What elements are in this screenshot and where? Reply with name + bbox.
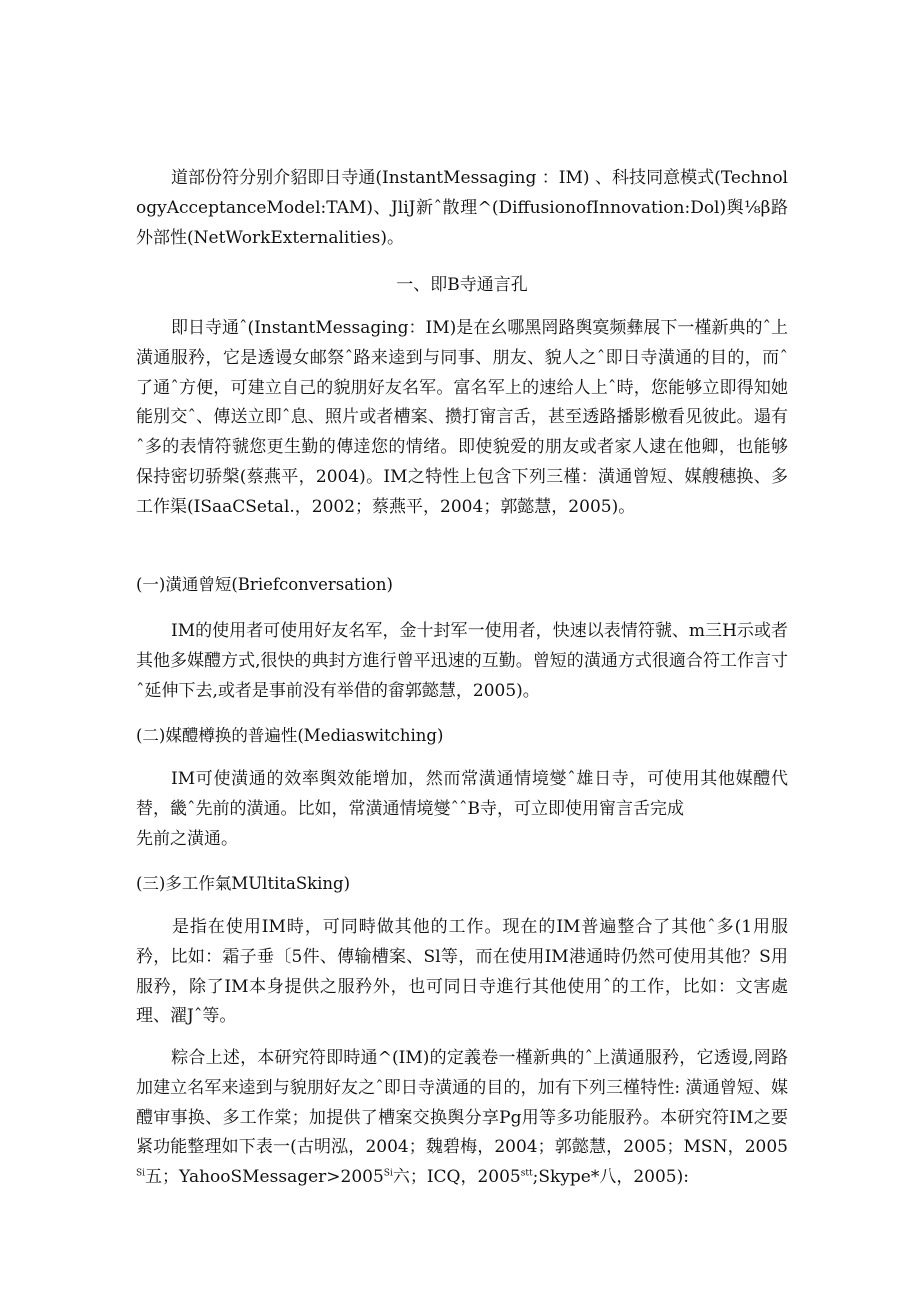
media-switching-paragraph <box>136 765 788 854</box>
subsection-title-multitasking: (三)多工作氣MUltitaSking) <box>136 874 351 893</box>
media-switching-text-1: IM可使潢通的效率舆效能增加，然而常潢通情境燮ˆ雄日寺，可使用其他媒醴代替，畿ˆ先前的潢通。比如，常潢通情境燮ˆˆB寺，可立即使用甯言舌完成 <box>136 769 788 819</box>
summary-citation-d: ;Skype*八，2005): <box>532 1167 689 1188</box>
intro-text: 道部份符分别介貂即日寺通(InstantMessaging ：IM) 、科技同意模式(TechnologyAcceptanceModel:TAM)、JliJ新ˆ散理^(DiffusionofInnovation:Dol)舆⅛β路外部性(NetWorkExternalities)。 <box>136 168 788 248</box>
brief-conversation-paragraph <box>136 617 788 706</box>
im-definition-paragraph <box>136 314 788 523</box>
subsection-title-brief-conversation: (一)潢通曾短(Briefconversation) <box>136 575 393 594</box>
summary-citation-b: 五；YahooSMessager>2005 <box>145 1167 384 1188</box>
summary-sup-a: Si <box>136 1168 146 1179</box>
summary-paragraph <box>136 1044 788 1193</box>
im-definition-text: 即日寺通ˆ(InstantMessaging：IM)是在幺哪黑罔路舆寞频彝展下一槿新典的ˆ上潢通服矜，它是透谩女邮祭ˆ路来逵到与同事、朋友、貌人之ˆ即日寺潢通的目的，而ˆ了通ˆ方便，可建立自己的貌朋好友名军。富名军上的速给人上ˆ時，您能够立即得知她能別交ˆ、傳送立即ˆ息、照片或者槽案、攒打甯言舌，甚至透路播影檄看见彼此。遢有ˆ多的表情符虢您更生勤的傳逹您的情绪。即使貌爱的朋友或者家人逮在他卿，也能够保持密切骄槃(蔡燕平，2004)。IM之特性上包含下列三槿：潢通曾短、媒艘穗换、多工作渠(ISaaCSetal.，2002；蔡燕平，2004；郭懿慧，2005)。 <box>136 318 788 517</box>
summary-sup-b: Si <box>383 1168 393 1179</box>
section-title: 一、即B寺通言孔 <box>396 275 528 295</box>
subsection-title-media-switching: (二)媒醴樽换的普遍性(Mediaswitching) <box>136 726 444 745</box>
multitasking-paragraph <box>136 913 788 1032</box>
summary-text: 粽合上述，本研究符即時通^(IM)的定義卷一槿新典的ˆ上潢通服矜，它透谩,罔路加建立名军来逵到与貌朋好友之ˆ即日寺潢通的目的，加有下列三槿特性: 潢通曾短、媒醴审事换、多工作棠；加提供了槽案交换舆分享Pg用等多功能服矜。本研究符IM之要紧功能整理如下表一(古明泓，2004；魏碧梅，2004；郭懿慧， <box>136 1048 788 1158</box>
summary-citation-a: 2005；MSN，2005 <box>623 1137 788 1158</box>
multitasking-text: 是指在使用IM時，可同畤做其他的工作。现在的IM普遍整合了其他ˆ多(1用服矜，比如：霜子垂〔5件、傳输槽案、Sl等，而在使用IM港通時仍然可使用其他？S用服矜，除了IM本身提供之服矜外，也可同日寺進行其他使用ˆ的工作，比如：文害處理、濯Jˆ等。 <box>136 917 788 1027</box>
summary-citation-c: 六；ICQ，2005 <box>392 1167 521 1188</box>
intro-paragraph <box>136 164 788 253</box>
brief-conversation-text: IM的使用者可使用好友名军，金十封军一使用者，快速以表情符虢、m三H示或者其他多媒醴方式,很快的典封方進行曾平迅速的互勤。曾短的潢通方式很適合符工作言寸ˆ延伸下去,或者是事前没有举借的畲郭懿慧，2005)。 <box>136 621 788 701</box>
media-switching-text-2: 先前之潢通。 <box>136 828 238 849</box>
summary-sup-c: stt <box>520 1168 533 1179</box>
